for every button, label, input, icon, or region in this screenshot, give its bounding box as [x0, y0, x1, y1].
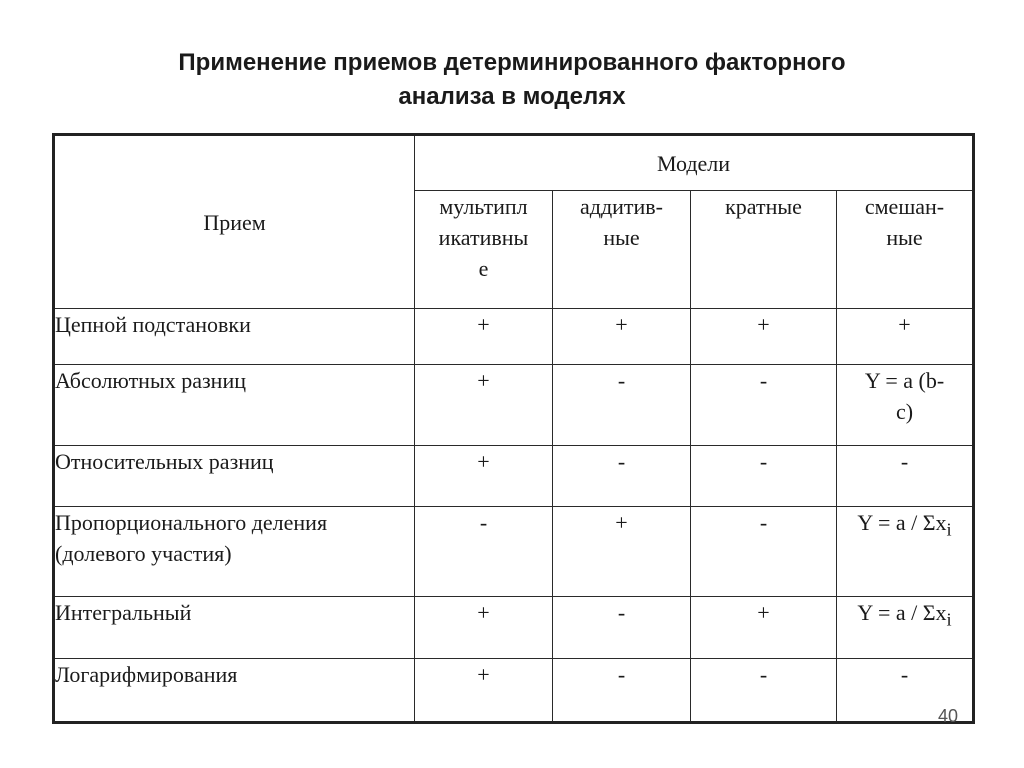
title-line-1: Применение приемов детерминированного факторного [178, 49, 846, 76]
table-cell: - [691, 507, 837, 597]
header-models: Модели [415, 135, 974, 191]
table-row [54, 446, 974, 507]
table-cell: + [415, 446, 553, 507]
table-cell-mixed: $Y = a / \Sigma x_i$ [837, 507, 974, 597]
table-row [54, 507, 974, 597]
page-number: 40 [938, 706, 959, 726]
table-cell: - [691, 365, 837, 446]
subheader-additive: аддитив- ные [553, 191, 691, 309]
row-label: Интегральный [54, 597, 415, 659]
table-cell: + [415, 597, 553, 659]
table-cell: - [553, 597, 691, 659]
row-label: Абсолютных разниц [54, 365, 415, 446]
table-cell: - [415, 507, 553, 597]
table-cell: + [837, 309, 974, 365]
table-cell: + [553, 309, 691, 365]
table-cell: - [691, 446, 837, 507]
slide-title [62, 46, 962, 114]
table-cell: + [415, 659, 553, 723]
table-cell: + [691, 309, 837, 365]
subheader-multiplicative: мультипл икативны е [415, 191, 553, 309]
title-line-2: анализа в моделях [398, 83, 626, 110]
table-cell: - [553, 659, 691, 723]
subheader-mixed: смешан- ные [837, 191, 974, 309]
methods-table [52, 133, 975, 724]
table-cell: - [553, 446, 691, 507]
table-row [54, 597, 974, 659]
table-row [54, 659, 974, 723]
table-cell: + [415, 365, 553, 446]
table-cell: - [691, 659, 837, 723]
row-label: Относительных разниц [54, 446, 415, 507]
table-cell-mixed: Y = a (b- c) [837, 365, 974, 446]
table-cell: + [691, 597, 837, 659]
table-row [54, 309, 974, 365]
table-cell: - [553, 365, 691, 446]
table-cell: + [553, 507, 691, 597]
table-cell: - [837, 659, 974, 723]
row-label: Логарифмирования [54, 659, 415, 723]
table-cell: + [415, 309, 553, 365]
row-label: Пропорционального деления (долевого участия) [54, 507, 415, 597]
row-label: Цепной подстановки [54, 309, 415, 365]
header-method: Прием [54, 135, 415, 309]
table-cell-mixed: $Y = a / \Sigma x_i$ [837, 597, 974, 659]
table-row [54, 365, 974, 446]
table-cell: - [837, 446, 974, 507]
subheader-multiple: кратные [691, 191, 837, 309]
